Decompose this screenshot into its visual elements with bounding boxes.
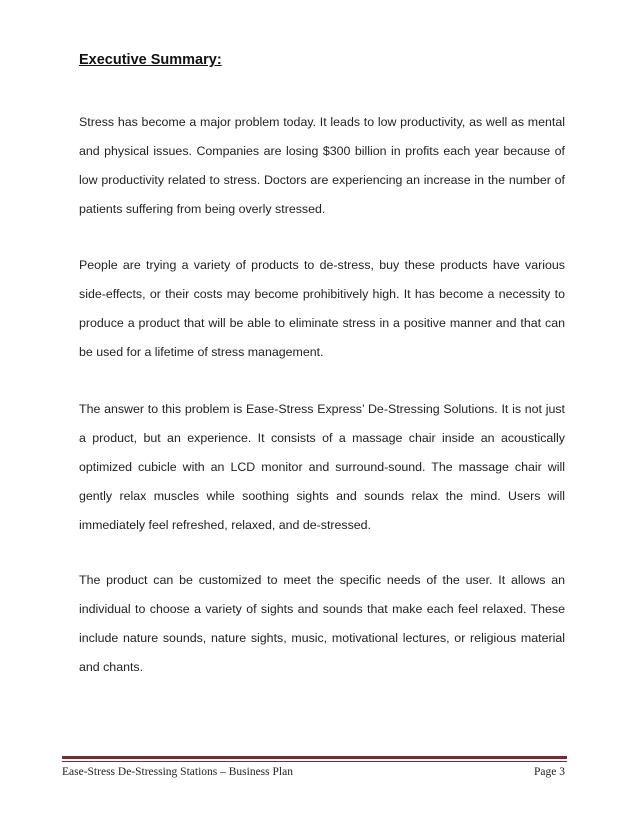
footer-document-title: Ease-Stress De-Stressing Stations – Business Plan [62,766,293,778]
paragraph-customization: The product can be customized to meet the specific needs of the user. It allows an individual to choose a variety of sights and sounds that make each feel relaxed. These include nature sounds, nature sights, music, motivational lectures, or religious material and chants. [79,573,565,674]
paragraph-solution: The answer to this problem is Ease-Stress Express’ De-Stressing Solutions. It is not just a product, but an experience. It consists of a massage chair inside an acoustically optimized cubicle with an LCD monitor and surround-sound. The massage chair will gently relax muscles while soothing sights and sounds relax the mind. Users will immediately feel refreshed, relaxed, and de-stressed. [79,402,565,532]
footer-page-number: Page 3 [534,766,565,778]
footer-rule-thick [62,756,567,759]
paragraph-stress-problem: Stress has become a major problem today. It leads to low productivity, as well as mental and physical issues. Companies are losing $300 billion in profits each year because of low productivity related to stress. Doctors are experiencing an increase in the number of patients suffering from being overly stressed. [79,115,565,216]
paragraph-product-need: People are trying a variety of products to de-stress, buy these products have various side-effects, or their costs may become prohibitively high. It has become a necessity to produce a product that will be able to eliminate stress in a positive manner and that can be used for a lifetime of stress management. [79,258,565,359]
footer-rule-thin [62,761,567,762]
section-heading: Executive Summary: [79,52,222,68]
